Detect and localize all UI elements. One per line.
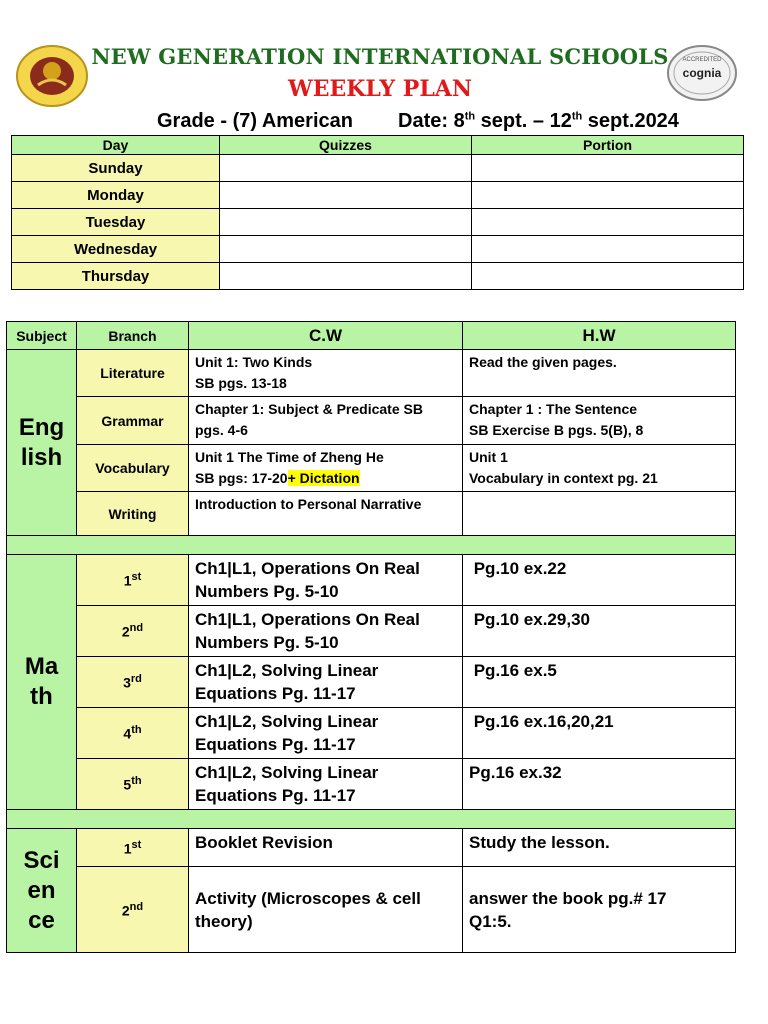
cw-cell: Ch1|L1, Operations On Real Numbers Pg. 5-10 — [189, 555, 463, 606]
day-cell: Tuesday — [12, 209, 220, 236]
col-header-portion: Portion — [472, 136, 744, 155]
quiz-cell — [220, 236, 472, 263]
separator-row — [7, 810, 736, 829]
cw-cell: Introduction to Personal Narrative — [189, 492, 463, 536]
portion-cell — [472, 182, 744, 209]
hw-cell: Pg.16 ex.16,20,21 — [463, 708, 736, 759]
table-row — [7, 555, 736, 606]
cognia-accreditation-logo — [666, 44, 738, 102]
cognia-name-text: cognia — [682, 66, 722, 80]
branch-session-4: 4th — [77, 708, 189, 759]
hw-cell: Pg.16 ex.32 — [463, 759, 736, 810]
hw-cell: Pg.10 ex.22 — [463, 555, 736, 606]
table-row — [7, 759, 736, 810]
branch-grammar: Grammar — [77, 397, 189, 445]
col-header-day: Day — [12, 136, 220, 155]
branch-vocabulary: Vocabulary — [77, 445, 189, 492]
branch-session-2: 2nd — [77, 606, 189, 657]
cw-cell: Unit 1 The Time of Zheng He SB pgs: 17-20+ Dictation — [189, 445, 463, 492]
hw-cell: Unit 1 Vocabulary in context pg. 21 — [463, 445, 736, 492]
table-row — [7, 350, 736, 397]
hw-cell: Chapter 1 : The Sentence SB Exercise B pgs. 5(B), 8 — [463, 397, 736, 445]
hw-cell: Read the given pages. — [463, 350, 736, 397]
hw-cell: answer the book pg.# 17 Q1:5. — [463, 867, 736, 953]
date-range: Date: 8th sept. – 12th sept.2024 — [398, 110, 679, 132]
weekly-plan-table — [6, 321, 736, 953]
day-cell: Wednesday — [12, 236, 220, 263]
hw-cell: Study the lesson. — [463, 829, 736, 867]
col-header-subject: Subject — [7, 322, 77, 350]
cw-cell: Chapter 1: Subject & Predicate SB pgs. 4-6 — [189, 397, 463, 445]
day-cell: Thursday — [12, 263, 220, 290]
hw-cell: Pg.10 ex.29,30 — [463, 606, 736, 657]
quiz-cell — [220, 182, 472, 209]
table-row — [12, 209, 744, 236]
branch-writing: Writing — [77, 492, 189, 536]
hw-cell: Pg.16 ex.5 — [463, 657, 736, 708]
table-row — [7, 657, 736, 708]
subject-english: Eng lish — [7, 350, 77, 536]
portion-cell — [472, 263, 744, 290]
day-cell: Monday — [12, 182, 220, 209]
cw-cell: Ch1|L1, Operations On Real Numbers Pg. 5-10 — [189, 606, 463, 657]
branch-session-1: 1st — [77, 829, 189, 867]
table-row — [12, 236, 744, 263]
dictation-highlight: + Dictation — [287, 470, 360, 486]
table-row — [12, 263, 744, 290]
cw-cell: Booklet Revision — [189, 829, 463, 867]
quiz-cell — [220, 155, 472, 182]
col-header-quizzes: Quizzes — [220, 136, 472, 155]
table-row — [7, 708, 736, 759]
table-row — [7, 867, 736, 953]
subject-math: Ma th — [7, 555, 77, 810]
quiz-table — [11, 135, 744, 290]
col-header-hw: H.W — [463, 322, 736, 350]
table-row — [7, 829, 736, 867]
day-cell: Sunday — [12, 155, 220, 182]
quiz-cell — [220, 263, 472, 290]
school-logo — [16, 45, 88, 107]
school-name: NEW GENERATION INTERNATIONAL SCHOOLS — [91, 44, 669, 69]
table-row — [12, 182, 744, 209]
cognia-top-text: ACCREDITED — [682, 57, 722, 63]
table-row — [7, 397, 736, 445]
cw-cell: Ch1|L2, Solving Linear Equations Pg. 11-17 — [189, 657, 463, 708]
table-row — [7, 492, 736, 536]
cw-cell: Ch1|L2, Solving Linear Equations Pg. 11-17 — [189, 708, 463, 759]
branch-session-3: 3rd — [77, 657, 189, 708]
separator-row — [7, 536, 736, 555]
branch-session-5: 5th — [77, 759, 189, 810]
branch-session-1: 1st — [77, 555, 189, 606]
table-row — [12, 155, 744, 182]
hw-cell — [463, 492, 736, 536]
portion-cell — [472, 155, 744, 182]
portion-cell — [472, 209, 744, 236]
grade-label: Grade - (7) American — [157, 110, 353, 132]
table-row — [7, 445, 736, 492]
subject-science: Sci en ce — [7, 829, 77, 953]
cw-cell: Ch1|L2, Solving Linear Equations Pg. 11-17 — [189, 759, 463, 810]
branch-literature: Literature — [77, 350, 189, 397]
col-header-cw: C.W — [189, 322, 463, 350]
plan-title: WEEKLY PLAN — [288, 76, 472, 102]
portion-cell — [472, 236, 744, 263]
cw-cell: Activity (Microscopes & cell theory) — [189, 867, 463, 953]
table-row — [7, 606, 736, 657]
cw-cell: Unit 1: Two Kinds SB pgs. 13-18 — [189, 350, 463, 397]
col-header-branch: Branch — [77, 322, 189, 350]
branch-session-2: 2nd — [77, 867, 189, 953]
quiz-cell — [220, 209, 472, 236]
